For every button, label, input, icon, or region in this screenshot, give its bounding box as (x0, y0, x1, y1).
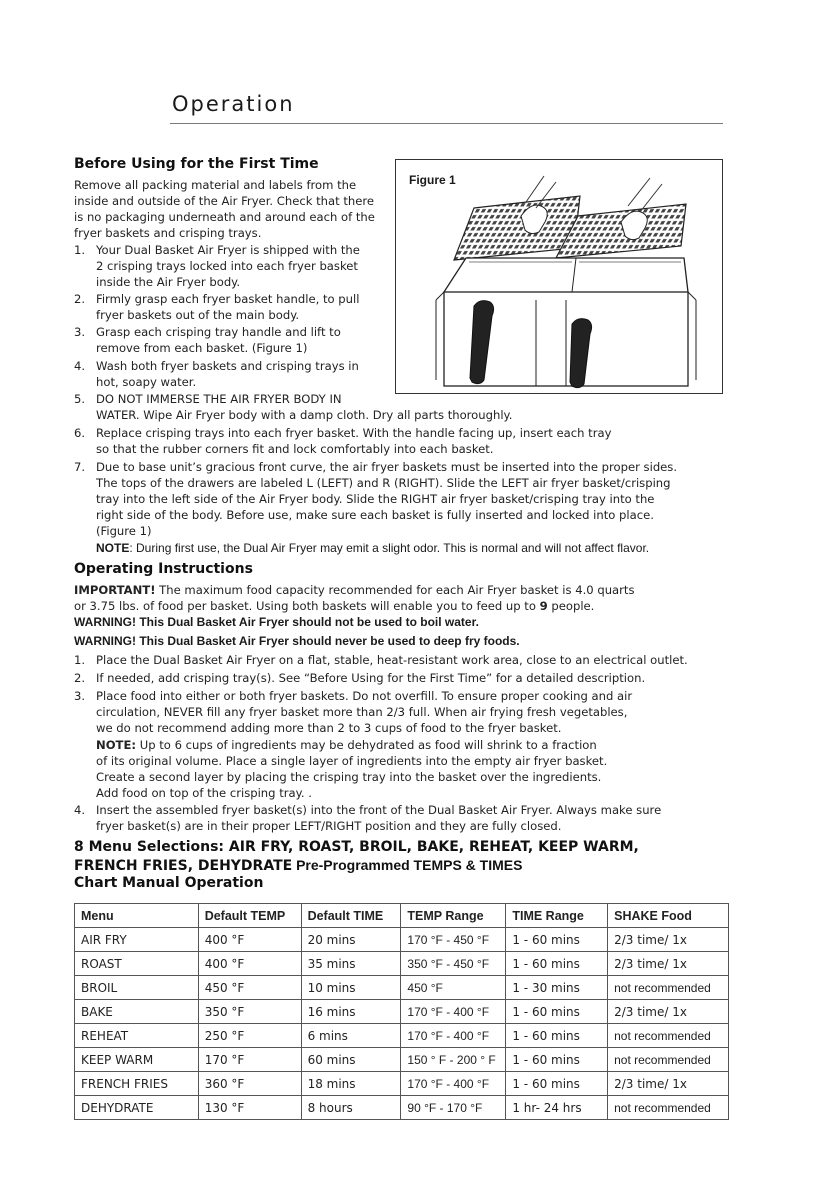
note-label: NOTE: (96, 738, 137, 752)
table-cell: not recommended (608, 1024, 729, 1048)
important-text-2: or 3.75 lbs. of food per basket. Using both baskets will enable you to feed up to (74, 599, 540, 613)
step-line: Insert the assembled fryer basket(s) into the front of the Dual Basket Air Fryer. Always make sure (96, 803, 662, 817)
note-text: : During first use, the Dual Air Fryer may emit a slight odor. This is normal and will not affect flavor. (129, 541, 650, 555)
table-cell: 1 - 60 mins (506, 1048, 608, 1072)
table-cell: 170 °F (198, 1048, 301, 1072)
menu-heading-3: Chart Manual Operation (74, 875, 264, 891)
note-label: NOTE (96, 541, 130, 555)
step-line: (Figure 1) (96, 524, 152, 538)
step-line: inside the Air Fryer body. (96, 275, 241, 289)
column-header: TIME Range (506, 904, 608, 928)
column-header: Default TEMP (198, 904, 301, 928)
table-row (75, 1048, 729, 1072)
table-cell: 1 - 60 mins (506, 1024, 608, 1048)
table-cell: 350 °F - 450 °F (401, 952, 506, 976)
column-header: SHAKE Food (608, 904, 729, 928)
intro-line: inside and outside of the Air Fryer. Check that there (74, 194, 375, 208)
important-text-3: people. (547, 599, 595, 613)
step-line: WATER. Wipe Air Fryer body with a damp cloth. Dry all parts thoroughly. (96, 408, 513, 422)
step-number: 3. (74, 325, 86, 339)
note-text: Up to 6 cups of ingredients may be dehydrated as food will shrink to a fraction (136, 738, 597, 752)
table-cell: KEEP WARM (75, 1048, 199, 1072)
menu-heading-2 (74, 857, 522, 874)
step-line: tray into the left side of the Air Fryer body. Slide the RIGHT air fryer basket/crisping tray into the (96, 492, 655, 506)
table-cell: not recommended (608, 1096, 729, 1120)
step-number: 5. (74, 392, 86, 406)
step-line: DO NOT IMMERSE THE AIR FRYER BODY IN (96, 392, 342, 406)
note-line: Create a second layer by placing the crisping tray into the basket over the ingredients. (96, 770, 602, 784)
step-line: circulation, NEVER fill any fryer basket more than 2/3 full. When air frying fresh vegetables, (96, 705, 628, 719)
table-cell: 450 °F (198, 976, 301, 1000)
table-cell: 350 °F (198, 1000, 301, 1024)
table-cell: 2/3 time/ 1x (608, 1072, 729, 1096)
table-cell: 400 °F (198, 928, 301, 952)
table-cell: 1 hr- 24 hrs (506, 1096, 608, 1120)
table-cell: 250 °F (198, 1024, 301, 1048)
table-cell: 2/3 time/ 1x (608, 1000, 729, 1024)
page-title: Operation (172, 92, 295, 116)
step-line: remove from each basket. (Figure 1) (96, 341, 308, 355)
step-line: Firmly grasp each fryer basket handle, to pull (96, 292, 360, 306)
table-row (75, 1072, 729, 1096)
table-cell: ROAST (75, 952, 199, 976)
step-number: 2. (74, 671, 86, 685)
column-header: TEMP Range (401, 904, 506, 928)
step-line: Your Dual Basket Air Fryer is shipped with the (96, 243, 360, 257)
table-cell: 170 °F - 450 °F (401, 928, 506, 952)
table-cell: 1 - 60 mins (506, 1072, 608, 1096)
step-line: Place food into either or both fryer baskets. Do not overfill. To ensure proper cooking and air (96, 689, 633, 703)
table-row (75, 1000, 729, 1024)
table-cell: BROIL (75, 976, 199, 1000)
warning-boil: WARNING! This Dual Basket Air Fryer should not be used to boil water. (74, 615, 479, 629)
table-cell: BAKE (75, 1000, 199, 1024)
table-cell: 1 - 60 mins (506, 1000, 608, 1024)
table-cell: not recommended (608, 1048, 729, 1072)
menu-heading-1: 8 Menu Selections: AIR FRY, ROAST, BROIL, BAKE, REHEAT, KEEP WARM, (74, 839, 639, 855)
table-cell: 170 °F - 400 °F (401, 1024, 506, 1048)
table-cell: 90 °F - 170 °F (401, 1096, 506, 1120)
table-cell: 2/3 time/ 1x (608, 952, 729, 976)
step-number: 7. (74, 460, 86, 474)
table-cell: 2/3 time/ 1x (608, 928, 729, 952)
table-cell: 1 - 60 mins (506, 952, 608, 976)
step-number: 1. (74, 243, 86, 257)
table-cell: 6 mins (301, 1024, 401, 1048)
before-using-heading: Before Using for the First Time (74, 156, 319, 172)
dehydrate-note (96, 737, 597, 753)
step-number: 2. (74, 292, 86, 306)
table-cell: 1 - 60 mins (506, 928, 608, 952)
intro-line: is no packaging underneath and around each of the (74, 210, 375, 224)
step-line: so that the rubber corners fit and lock comfortably into each basket. (96, 442, 494, 456)
table-cell: 8 hours (301, 1096, 401, 1120)
step-line: we do not recommend adding more than 2 to 3 cups of food to the fryer basket. (96, 721, 562, 735)
table-row (75, 928, 729, 952)
table-cell: not recommended (608, 976, 729, 1000)
step-line: Wash both fryer baskets and crisping trays in (96, 359, 359, 373)
table-cell: REHEAT (75, 1024, 199, 1048)
important-text: The maximum food capacity recommended for each Air Fryer basket is 4.0 quarts (155, 583, 635, 597)
column-header: Default TIME (301, 904, 401, 928)
column-header: Menu (75, 904, 199, 928)
step-line: Due to base unit’s gracious front curve, the air fryer baskets must be inserted into the proper sides. (96, 460, 678, 474)
step-number: 3. (74, 689, 86, 703)
table-cell: FRENCH FRIES (75, 1072, 199, 1096)
step-line: fryer baskets out of the main body. (96, 308, 300, 322)
note-line: of its original volume. Place a single layer of ingredients into the empty air fryer basket. (96, 754, 608, 768)
step-line: Replace crisping trays into each fryer basket. With the handle facing up, insert each tray (96, 426, 612, 440)
table-cell: 130 °F (198, 1096, 301, 1120)
important-label: IMPORTANT! (74, 583, 156, 597)
step-line: 2 crisping trays locked into each fryer basket (96, 259, 358, 273)
air-fryer-illustration (396, 160, 722, 393)
intro-line: Remove all packing material and labels from the (74, 178, 357, 192)
table-cell: 35 mins (301, 952, 401, 976)
important-line (74, 582, 635, 598)
title-divider (170, 123, 723, 124)
step-line: Grasp each crisping tray handle and lift to (96, 325, 341, 339)
step-line: Place the Dual Basket Air Fryer on a flat, stable, heat-resistant work area, close to an electrical outlet. (96, 653, 688, 667)
table-cell: 170 °F - 400 °F (401, 1000, 506, 1024)
first-use-note (96, 541, 649, 555)
table-row (75, 1024, 729, 1048)
important-line-2 (74, 598, 594, 614)
table-cell: 10 mins (301, 976, 401, 1000)
table-cell: AIR FRY (75, 928, 199, 952)
table-header-row (75, 904, 729, 928)
table-cell: 150 ° F - 200 ° F (401, 1048, 506, 1072)
menu-heading-2a: FRENCH FRIES, DEHYDRATE (74, 858, 293, 874)
step-number: 4. (74, 803, 86, 817)
figure-label: Figure 1 (409, 173, 456, 187)
step-number: 6. (74, 426, 86, 440)
step-number: 4. (74, 359, 86, 373)
figure-1 (395, 159, 723, 394)
table-cell: 400 °F (198, 952, 301, 976)
warning-deep-fry: WARNING! This Dual Basket Air Fryer should never be used to deep fry foods. (74, 634, 520, 648)
step-line: right side of the body. Before use, make sure each basket is fully inserted and locked into place. (96, 508, 654, 522)
intro-line: fryer baskets and crisping trays. (74, 226, 262, 240)
table-cell: 170 °F - 400 °F (401, 1072, 506, 1096)
menu-settings-table (74, 903, 729, 1120)
step-line: If needed, add crisping tray(s). See “Before Using for the First Time” for a detailed description. (96, 671, 646, 685)
table-cell: 20 mins (301, 928, 401, 952)
table-row (75, 952, 729, 976)
table-row (75, 976, 729, 1000)
table-cell: 450 °F (401, 976, 506, 1000)
step-line: The tops of the drawers are labeled L (LEFT) and R (RIGHT). Slide the LEFT air fryer basket/crisping (96, 476, 671, 490)
table-cell: 16 mins (301, 1000, 401, 1024)
step-line: hot, soapy water. (96, 375, 197, 389)
table-cell: DEHYDRATE (75, 1096, 199, 1120)
people-count: 9 (539, 599, 548, 613)
step-line: fryer basket(s) are in their proper LEFT/RIGHT position and they are fully closed. (96, 819, 562, 833)
note-line: Add food on top of the crisping tray. . (96, 786, 312, 800)
operating-heading: Operating Instructions (74, 561, 253, 577)
table-cell: 60 mins (301, 1048, 401, 1072)
menu-heading-2b: Pre-Programmed TEMPS & TIMES (292, 857, 523, 873)
table-cell: 18 mins (301, 1072, 401, 1096)
table-cell: 360 °F (198, 1072, 301, 1096)
table-cell: 1 - 30 mins (506, 976, 608, 1000)
table-row (75, 1096, 729, 1120)
step-number: 1. (74, 653, 86, 667)
